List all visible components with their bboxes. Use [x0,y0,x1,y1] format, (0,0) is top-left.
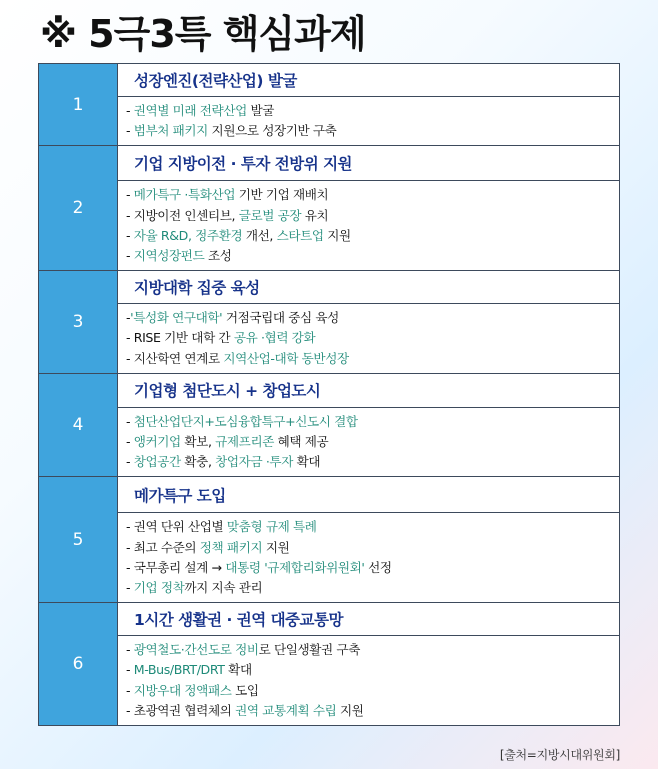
task-heading-row [39,146,620,181]
item-text: 선정 [364,559,392,575]
task-item [126,349,619,369]
task-item [126,660,619,680]
highlighted-text: 기업 정착 [133,580,185,596]
task-item [126,517,619,537]
item-text: 확대 [224,662,252,678]
task-item [126,432,619,452]
task-body-row [39,181,620,271]
item-text: - [126,248,134,264]
item-text: - 권역 단위 산업별 [126,519,227,535]
highlighted-text: 공유 ·협력 강화 [233,330,316,346]
item-text: - 지산학연 연계로 [126,350,224,366]
item-text: - [126,123,134,139]
item-text: - 지방이전 인센티브, [126,207,239,223]
highlighted-text: 맞춤형 규제 특례 [226,519,317,535]
item-text: - [126,642,134,658]
highlighted-text: 메가특구 ·특화산업 [133,187,236,203]
task-heading-row [39,64,620,97]
highlighted-text: 지역산업-대학 동반성장 [223,350,349,366]
task-items [118,97,620,146]
item-text: - [126,434,134,450]
item-text: 개선, [242,227,277,243]
highlighted-text: 광역철도·간선도로 정비 [133,642,259,658]
task-number: 2 [39,146,118,271]
task-item [126,226,619,246]
task-body-row [39,636,620,726]
task-body-row [39,407,620,477]
highlighted-text: 지방우대 정액패스 [133,682,232,698]
item-text: - [126,310,131,326]
item-text: 까지 지속 관리 [184,580,263,596]
item-text: 조성 [204,248,232,264]
task-heading: 기업형 첨단도시 + 창업도시 [118,373,620,407]
item-text: - [126,662,134,678]
item-text: - 초광역권 협력체의 [126,702,236,718]
highlighted-text: 스타트업 [276,227,324,243]
item-text: 지원 [262,539,290,555]
task-item [126,412,619,432]
item-text: 지원 [323,227,351,243]
item-text: - 최고 수준의 [126,539,200,555]
highlighted-text: 권역 교통계획 수립 [235,702,337,718]
item-text: - [126,413,134,429]
item-text: 지원으로 성장기반 구축 [207,123,337,139]
task-item [126,101,619,121]
task-number: 3 [39,271,118,374]
task-heading-row [39,477,620,513]
task-heading: 지방대학 집중 육성 [118,271,620,304]
task-item [126,681,619,701]
highlighted-text: '특성화 연구대학' [130,310,223,326]
highlighted-text: 정책 패키지 [199,539,263,555]
item-text: - 국무총리 설계 → [126,559,226,575]
task-item [126,538,619,558]
task-item [126,246,619,266]
task-number: 4 [39,373,118,477]
item-text: 기반 기업 재배치 [235,187,329,203]
task-item [126,452,619,472]
item-text: - [126,682,134,698]
task-number: 5 [39,477,118,603]
highlighted-text: 창업자금 ·투자 [215,454,293,470]
task-item [126,640,619,660]
item-text: - [126,454,134,470]
task-items [118,181,620,271]
task-item [126,121,619,141]
highlighted-text: M-Bus/BRT/DRT [133,662,225,678]
task-item [126,328,619,348]
task-heading: 메가특구 도입 [118,477,620,513]
task-items [118,304,620,374]
item-text: - [126,227,134,243]
item-text: - [126,187,134,203]
highlighted-text: 규제프리존 [215,434,274,450]
task-body-row [39,304,620,374]
item-text: 확대 [292,454,321,470]
task-body-row [39,97,620,146]
highlighted-text: 창업공간 [133,454,181,470]
task-item [126,578,619,598]
item-text: - [126,580,134,596]
task-heading-row [39,373,620,407]
item-text: - RISE 기반 대학 간 [126,330,234,346]
highlighted-text: 대통령 '규제합리화위원회' [225,559,365,575]
highlighted-text: 첨단산업단지+도심융합특구+신도시 결합 [133,413,358,429]
task-item [126,558,619,578]
highlighted-text: 지역성장펀드 [133,248,205,264]
item-text: 도입 [231,682,259,698]
task-item [126,185,619,205]
item-text: 확보, [180,434,216,450]
item-text: 혜택 제공 [273,434,329,450]
item-text: 확충, [180,454,216,470]
item-text: 로 단일생활권 구축 [258,642,360,658]
item-text: 거점국립대 중심 육성 [222,310,339,326]
task-heading: 성장엔진(전략산업) 발굴 [118,64,620,97]
task-body-row [39,513,620,603]
highlighted-text: 글로벌 공장 [238,207,302,223]
task-heading-row [39,603,620,636]
task-heading-row [39,271,620,304]
task-items [118,513,620,603]
highlighted-text: 앵커기업 [133,434,181,450]
highlighted-text: 자율 R&D, 정주환경 [133,227,243,243]
task-heading: 1시간 생활권 · 권역 대중교통망 [118,603,620,636]
source-note: [출처=지방시대위원회] [499,748,620,762]
task-number: 6 [39,603,118,726]
task-heading: 기업 지방이전 · 투자 전방위 지원 [118,146,620,181]
task-item [126,206,619,226]
task-items [118,407,620,477]
highlighted-text: 범부처 패키지 [133,123,208,139]
task-item [126,308,619,328]
item-text: 유치 [301,207,329,223]
item-text: 지원 [336,702,364,718]
task-number: 1 [39,64,118,146]
item-text: 발굴 [246,103,274,118]
task-items [118,636,620,726]
core-tasks-table [38,63,620,726]
task-item [126,701,619,721]
page-title: ※ 5극3특 핵심과제 [40,12,366,56]
highlighted-text: 권역별 미래 전략산업 [133,103,247,118]
item-text: - [126,103,134,118]
